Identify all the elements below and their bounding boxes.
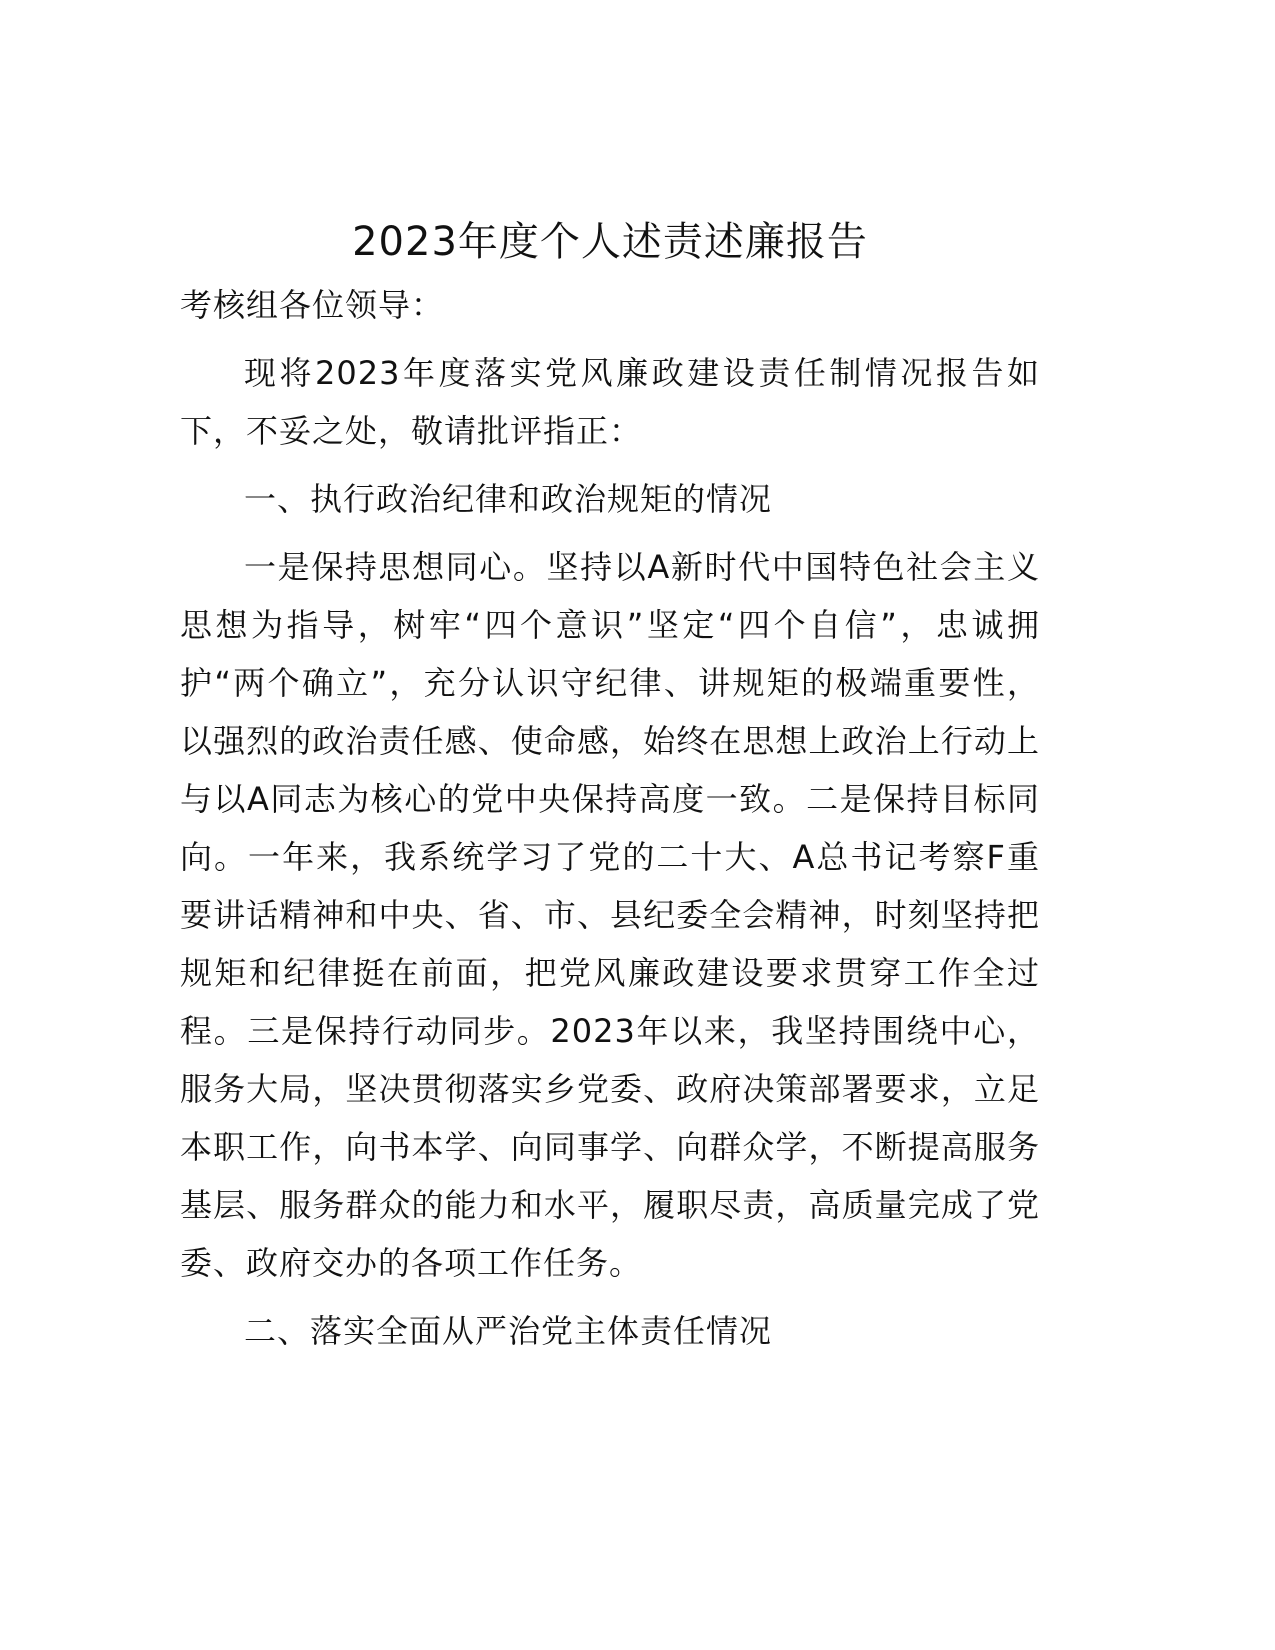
intro-paragraph: 现将2023年度落实党风廉政建设责任制情况报告如下，不妥之处，敬请批评指正： (180, 354, 1040, 450)
section-1-heading: 一、执行政治纪律和政治规矩的情况 (244, 480, 773, 518)
section-2-heading: 二、落实全面从严治党主体责任情况 (244, 1312, 773, 1350)
document-title: 2023年度个人述责述廉报告 (352, 219, 868, 265)
greeting: 考核组各位领导： (180, 286, 445, 324)
document-body (180, 208, 1040, 1370)
section-1-body: 一是保持思想同心。坚持以A新时代中国特色社会主义思想为指导，树牢“四个意识”坚定“四个自信”，忠诚拥护“两个确立”，充分认识守纪律、讲规矩的极端重要性，以强烈的政治责任感、使命感，始终在思想上政治上行动上与以A同志为核心的党中央保持高度一致。二是保持目标同向。一年来，我系统学习了党的二十大、A总书记考察F重要讲话精神和中央、省、市、县纪委全会精神，时刻坚持把规矩和纪律挺在前面，把党风廉政建设要求贯穿工作全过程。三是保持行动同步。2023年以来，我坚持围绕中心，服务大局，坚决贯彻落实乡党委、政府决策部署要求，立足本职工作，向书本学、向同事学、向群众学，不断提高服务基层、服务群众的能力和水平，履职尽责，高质量完成了党委、政府交办的各项工作任务。 (180, 548, 1040, 1282)
